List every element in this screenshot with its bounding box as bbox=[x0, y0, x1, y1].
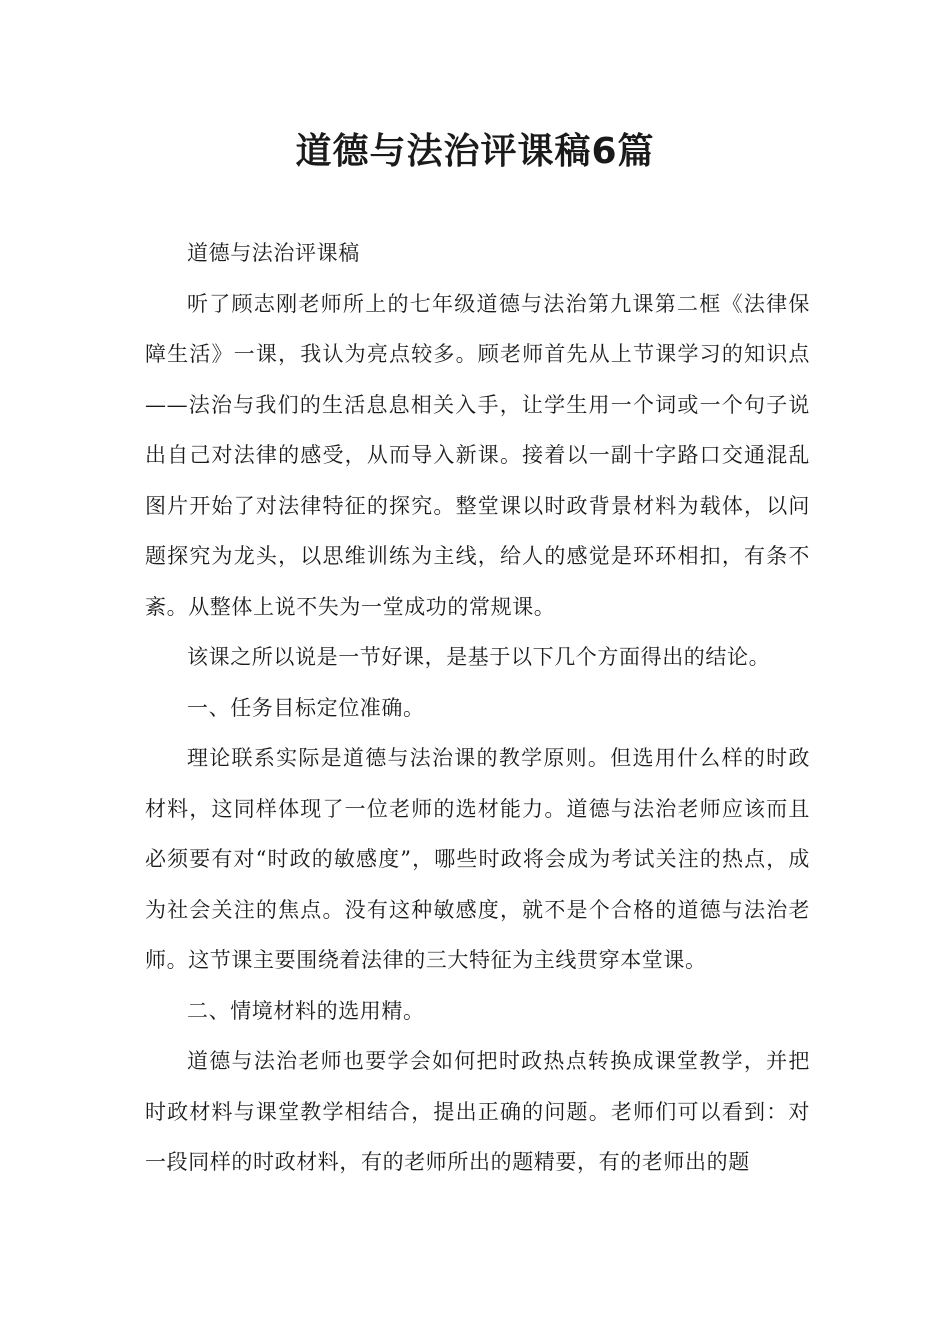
paragraph-subtitle: 道德与法治评课稿 bbox=[187, 241, 360, 265]
document-title: 道德与法治评课稿6篇 bbox=[295, 131, 655, 172]
section-heading-2: 二、情境材料的选用精。 bbox=[187, 998, 425, 1023]
paragraph-section-1: 理论联系实际是道德与法治课的教学原则。但选用什么样的时政材料，这同样体现了一位老师的选材能力。道德与法治老师应该而且必须要有对“时政的敏感度”，哪些时政将会成为考试关注的热点，成为社会关注的焦点。没有这种敏感度，就不是个合格的道德与法治老师。这节课主要围绕着法律的三大特征为主线贯穿本堂课。 bbox=[145, 746, 810, 972]
paragraph-section-2: 道德与法治老师也要学会如何把时政热点转换成课堂教学，并把时政材料与课堂教学相结合，提出正确的问题。老师们可以看到：对一段同样的时政材料，有的老师所出的题精要，有的老师出的题 bbox=[145, 1049, 810, 1174]
paragraph-intro: 听了顾志刚老师所上的七年级道德与法治第九课第二框《法律保障生活》一课，我认为亮点较多。顾老师首先从上节课学习的知识点——法治与我们的生活息息相关入手，让学生用一个词或一个句子说出自己对法律的感受，从而导入新课。接着以一副十字路口交通混乱图片开始了对法律特征的探究。整堂课以时政背景材料为载体，以问题探究为龙头，以思维训练为主线，给人的感觉是环环相扣，有条不紊。从整体上说不失为一堂成功的常规课。 bbox=[145, 291, 810, 619]
paragraph-conclusion-lead: 该课之所以说是一节好课，是基于以下几个方面得出的结论。 bbox=[187, 645, 771, 669]
section-heading-1: 一、任务目标定位准确。 bbox=[187, 695, 425, 720]
document-body bbox=[145, 228, 810, 1188]
